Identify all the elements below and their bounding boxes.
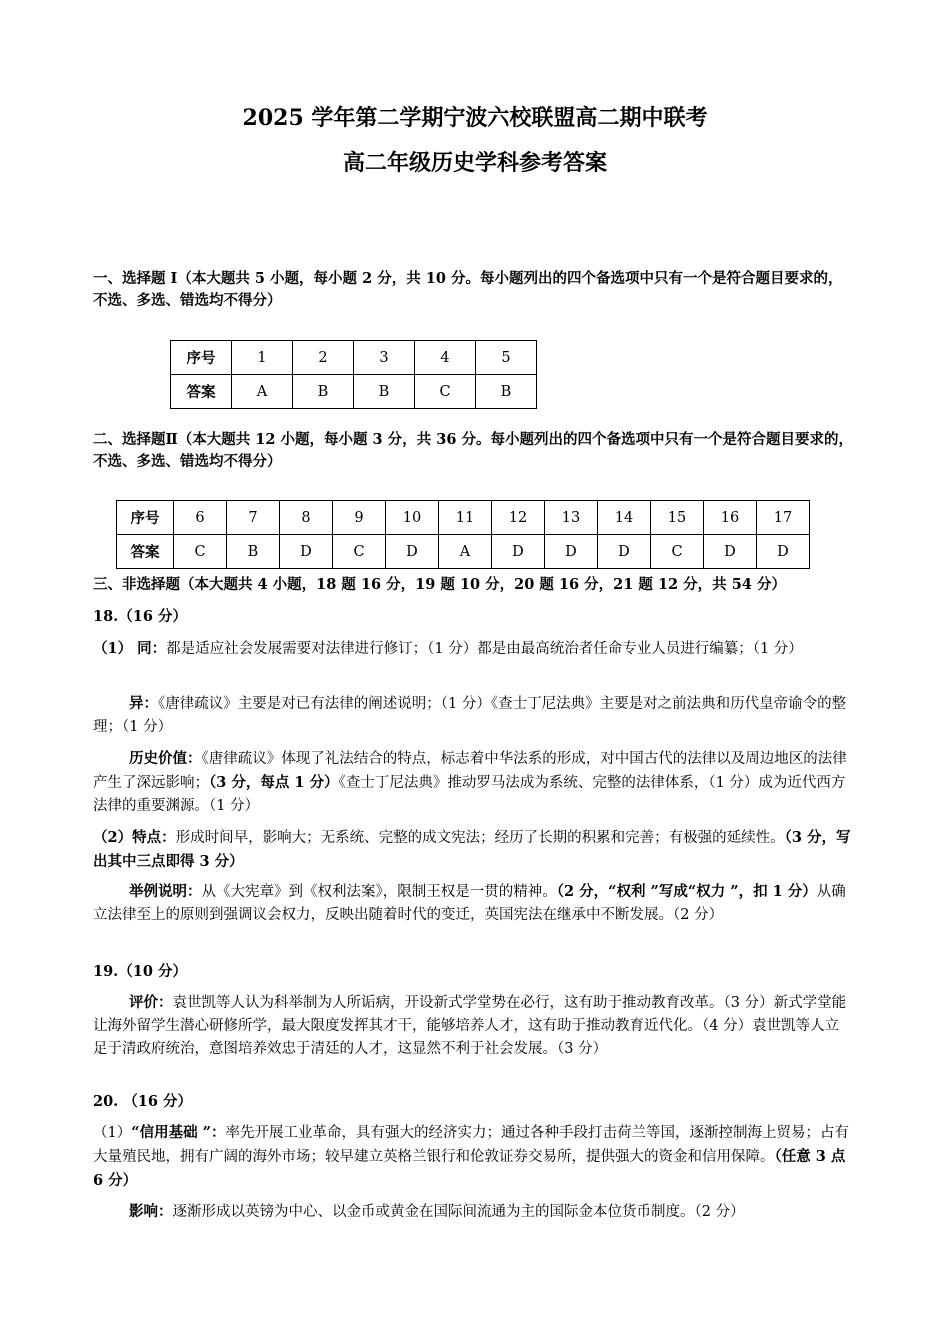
question-number: 8 [280,501,333,535]
q18-header-text: 18.（16 分） [93,608,187,625]
question-number: 6 [174,501,227,535]
question-number: 4 [415,341,476,375]
table-header-cell: 序号 [171,341,232,375]
q19-p1-text: 袁世凯等人认为科举制为人所诟病，开设新式学堂势在必行，这有助于推动教育改革。（3 分）新式学堂能让海外留学生潜心研修所学，最大限度发挥其才干，能够培养人才，这有助于推动教育近代化。（4 分）袁世凯等人立足于清政府统治，意图培养效忠于清廷的人才，这显然不利于社会发展。（3 分） [93,995,847,1057]
section1-heading: 一、选择题 I（本大题共 5 小题，每小题 2 分，共 10 分。每小题列出的四个备选项中只有一个是符合题目要求的，不选、多选、错选均不得分） [93,270,843,309]
table-header-cell: 序号 [117,501,174,535]
q18-p5-bold: （2 分，“权利 ”写成“权力 ”，扣 1 分） [556,883,817,900]
q20-header [93,1090,853,1114]
document-title: 2025 学年第二学期宁波六校联盟高二期中联考 [242,105,708,131]
table-header-cell: 答案 [171,375,232,409]
answer-cell: C [415,375,476,409]
q18-part2-features [93,826,853,874]
q18-header [93,605,853,629]
question-number: 15 [651,501,704,535]
question-number: 17 [757,501,810,535]
q19-header-text: 19.（10 分） [93,963,187,980]
question-number: 3 [354,341,415,375]
table-row [171,341,537,375]
table-header-cell: 答案 [117,535,174,569]
answer-cell: A [439,535,492,569]
q18-part2-example [93,880,853,927]
answer-cell: C [333,535,386,569]
answer-cell: D [280,535,333,569]
q18-p5-label: 举例说明： [129,883,202,900]
question-number: 9 [333,501,386,535]
answer-cell: D [704,535,757,569]
q18-p1-label: （1） 同： [93,640,167,657]
question-number: 1 [232,341,293,375]
answer-cell: C [651,535,704,569]
q18-p3-bold: （3 分，每点 1 分） [209,774,339,791]
section3-heading: 三、非选择题（本大题共 4 小题，18 题 16 分，19 题 10 分，20 题 16 分，21 题 12 分，共 54 分） [93,576,786,593]
q20-p1-bold: （任意 3 点 6 分） [93,1148,846,1189]
answer-cell: D [386,535,439,569]
q18-p4-bold: （3 分，写出其中三点即得 3 分） [93,829,851,870]
q20-p1-label: “信用基础 ”： [131,1124,226,1141]
section2-answer-table [116,500,810,569]
q18-p5-text-b: 从确立法律至上的原则到强调议会权力，反映出随着时代的变迁，英国宪法在继承中不断发展。（2 分） [93,884,846,923]
question-number: 12 [492,501,545,535]
q20-part1-credit-basis [93,1121,853,1193]
table-row [117,501,810,535]
q20-p1-text: 率先开展工业革命，具有强大的经济实力；通过各种手段打击荷兰等国，逐渐控制海上贸易；占有大量殖民地，拥有广阔的海外市场；较早建立英格兰银行和伦敦证券交易所，提供强大的资金和信用保障。 [93,1125,849,1165]
answer-cell: D [545,535,598,569]
question-number: 13 [545,501,598,535]
q18-p2-text: 《唐律疏议》主要是对已有法律的阐述说明；（1 分）《查士丁尼法典》主要是对之前法典和历代皇帝谕令的整理；（1 分） [93,696,847,735]
q20-p1-prefix: （1） [93,1125,132,1141]
answer-cell: B [476,375,537,409]
q20-p2-label: 影响： [129,1203,173,1220]
q18-p3-text-b: 《查士丁尼法典》推动罗马法成为系统、完整的法律体系，（1 分）成为近代西方法律的重要渊源。（1 分） [93,775,846,814]
q19-header [93,960,853,984]
section1-answer-table [170,340,537,409]
q18-p5-text-a: 从《大宪章》到《权利法案》，限制王权是一贯的精神。 [201,884,557,900]
answer-cell: B [354,375,415,409]
q18-p4-label: （2）特点： [93,829,176,846]
answer-cell: B [227,535,280,569]
q19-p1-label: 评价： [129,994,173,1011]
answer-cell: D [757,535,810,569]
question-number: 16 [704,501,757,535]
q20-p2-text: 逐渐形成以英镑为中心、以金币或黄金在国际间流通为主的国际金本位货币制度。（2 分） [172,1204,745,1220]
q20-header-text: 20. （16 分） [93,1093,193,1110]
answer-cell: B [293,375,354,409]
q18-p3-text-a: 《唐律疏议》体现了礼法结合的特点，标志着中华法系的形成，对中国古代的法律以及周边地区的法律产生了深远影响； [93,751,847,791]
q18-p2-label: 异： [129,695,158,712]
table-row [117,535,810,569]
question-number: 14 [598,501,651,535]
q18-part1-value [93,747,853,818]
answer-cell: D [598,535,651,569]
question-number: 5 [476,341,537,375]
q18-part1-similarities [93,637,853,661]
document-subtitle: 高二年级历史学科参考答案 [342,150,607,176]
q18-p1-text: 都是适应社会发展需要对法律进行修订；（1 分）都是由最高统治者任命专业人员进行编纂；（1 分） [166,641,803,657]
q18-p4-text: 形成时间早，影响大；无系统、完整的成文宪法；经历了长期的积累和完善；有极强的延续性。 [175,830,785,846]
answer-cell: D [492,535,545,569]
answer-cell: C [174,535,227,569]
q18-part1-differences [93,692,853,739]
q18-p3-label: 历史价值： [129,750,202,767]
section2-heading: 二、选择题Ⅱ（本大题共 12 小题，每小题 3 分，共 36 分。每小题列出的四个备选项中只有一个是符合题目要求的，不选、多选、错选均不得分） [93,431,853,470]
table-row [171,375,537,409]
question-number: 7 [227,501,280,535]
question-number: 10 [386,501,439,535]
answer-cell: A [232,375,293,409]
question-number: 11 [439,501,492,535]
q20-part1-impact [93,1200,853,1224]
question-number: 2 [293,341,354,375]
q19-evaluation [93,991,853,1061]
